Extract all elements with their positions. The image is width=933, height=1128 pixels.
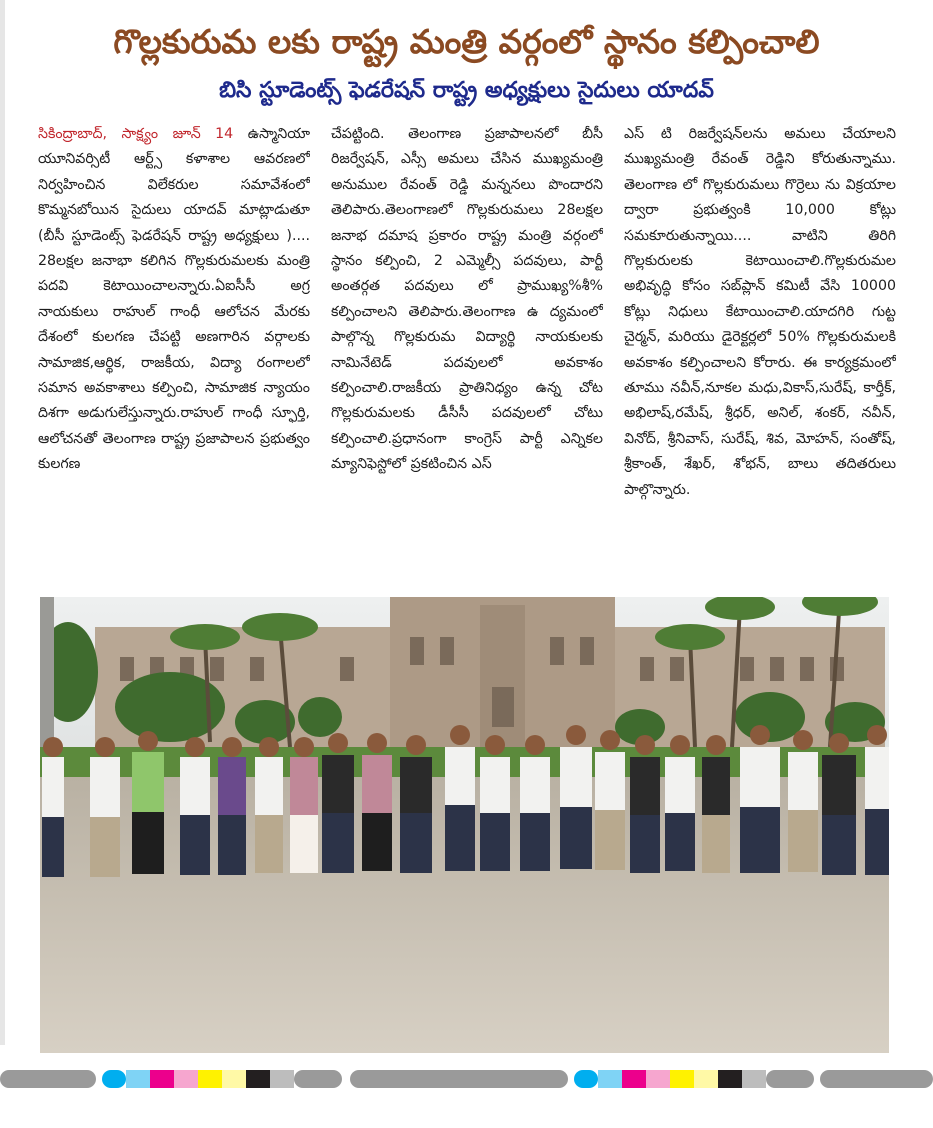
column-1-text: ఉస్మానియా యూనివర్సిటీ ఆర్ట్స్ కళాశాల ఆవరణలో నిర్వహించిన విలేకరుల సమావేశంలో కొమ్మనబోయిన సైదులు యాదవ్ మాట్లాడుతూ (బీసీ స్టూడెంట్స్ ఫెడరేషన్ రాష్ట్ర అధ్యక్షులు ).... 28లక్షల జనాభా కలిగిన గొల్లకురుమలకు మంత్రి పదవి కెటాయించాలన్నారు.ఏఐసీసీ అగ్ర నాయకులు రాహుల్ గాంధీ ఆలోచన మేరకు దేశంలో కులగణ చేపట్టి అణగారిన వర్గాలకు సామాజిక,ఆర్థిక, రాజకీయ, విద్యా రంగాలలో సమాన అవకాశాలు కల్పించి, సామాజిక న్యాయం దిశగా అడుగులేస్తున్నారు.రాహుల్ గాంధీ స్ఫూర్తి, ఆలోచనతో తెలంగాణ రాష్ట్ర ప్రజాపాలన ప్రభుత్వం కులగణ bbox=[38, 126, 310, 473]
subheadline: బిసి స్టూడెంట్స్ ఫెడరేషన్ రాష్ట్ర అధ్యక్షులు సైదులు యాదవ్ bbox=[219, 78, 714, 103]
page-margin-strip bbox=[0, 0, 5, 1045]
headline: గొల్లకురుమ లకు రాష్ట్ర మంత్రి వర్గంలో స్థానం కల్పించాలి bbox=[113, 22, 820, 61]
article-body bbox=[38, 122, 896, 582]
print-registration-bar bbox=[0, 1068, 933, 1090]
group-photo-image bbox=[40, 597, 889, 1053]
article-column-3: ఎస్ టి రిజర్వేషన్‌లను అమలు చేయాలని ముఖ్యమంత్రి రేవంత్ రెడ్డిని కోరుతున్నాము. తెలంగాణ లో గొల్లకురుమలు గొర్రెలు ను విక్రయాల ద్వారా ప్రభుత్వంకి 10,000 కోట్లు సమకూరుతున్నాయి.... వాటిని తిరిగి గొల్లకురులకు కెటాయించాలి.గొల్లకురుమల అభివృద్ధి కోసం సబ్‌ప్లాన్ కమిటీ వేసి 10000 కోట్లు నిధులు కేటాయించాలి.యాదగిరి గుట్ట చైర్మన్, మరియు డైరెక్టర్లలో 50% గొల్లకురుమలకి అవకాశం కల్పించాలని కోరారు. ఈ కార్యక్రమంలో తూము నవీన్,నూకల మధు,వికాస్,సురేష్, కార్తీక్, అభిలాష్,రమేష్, శ్రీధర్, అనిల్, శంకర్, నవీన్, వినోద్, శ్రీనివాస్, సురేష్, శివ, మోహన్, సంతోష్, శ్రీకాంత్, శేఖర్, శోభన్, బాలు తదితరులు పాల్గొన్నారు. bbox=[624, 126, 896, 498]
article-column-2: చేపట్టింది. తెలంగాణ ప్రజాపాలనలో బీసీ రిజర్వేషన్, ఎస్సీ అమలు చేసిన ముఖ్యమంత్రి అనుముల రేవంత్ రెడ్డి మన్ననలు పొందారని తెలిపారు.తెలంగాణలో గొల్లకురుమలు 28లక్షల జనాభ దమాష ప్రకారం రాష్ట్ర మంత్రి వర్గంలో స్థానం కల్పించి, 2 ఎమ్మెల్సీ పదవులు, పార్టీ అంతర్గత పదవులు లో ప్రాముఖ్య%శీ% కల్పించాలని తెలిపారు.తెలంగాణ ఉ ద్యమంలో పాల్గొన్న గొల్లకురుమ విద్యార్థి నాయకులకు నామినేటెడ్ పదవులలో అవకాశం కల్పించాలి.రాజకీయ ప్రాతినిధ్యం ఉన్న చోట గొల్లకురుమలకు డీసీసీ పదవులలో చోటు కల్పించాలి.ప్రధానంగా కాంగ్రెస్ పార్టీ ఎన్నికల మ్యానిఫెస్టోలో ప్రకటించిన ఎస్ bbox=[331, 126, 603, 473]
dateline: సికింద్రాబాద్, సాక్ష్యం జూన్ 14 bbox=[38, 126, 248, 142]
article-column-1 bbox=[38, 122, 310, 582]
